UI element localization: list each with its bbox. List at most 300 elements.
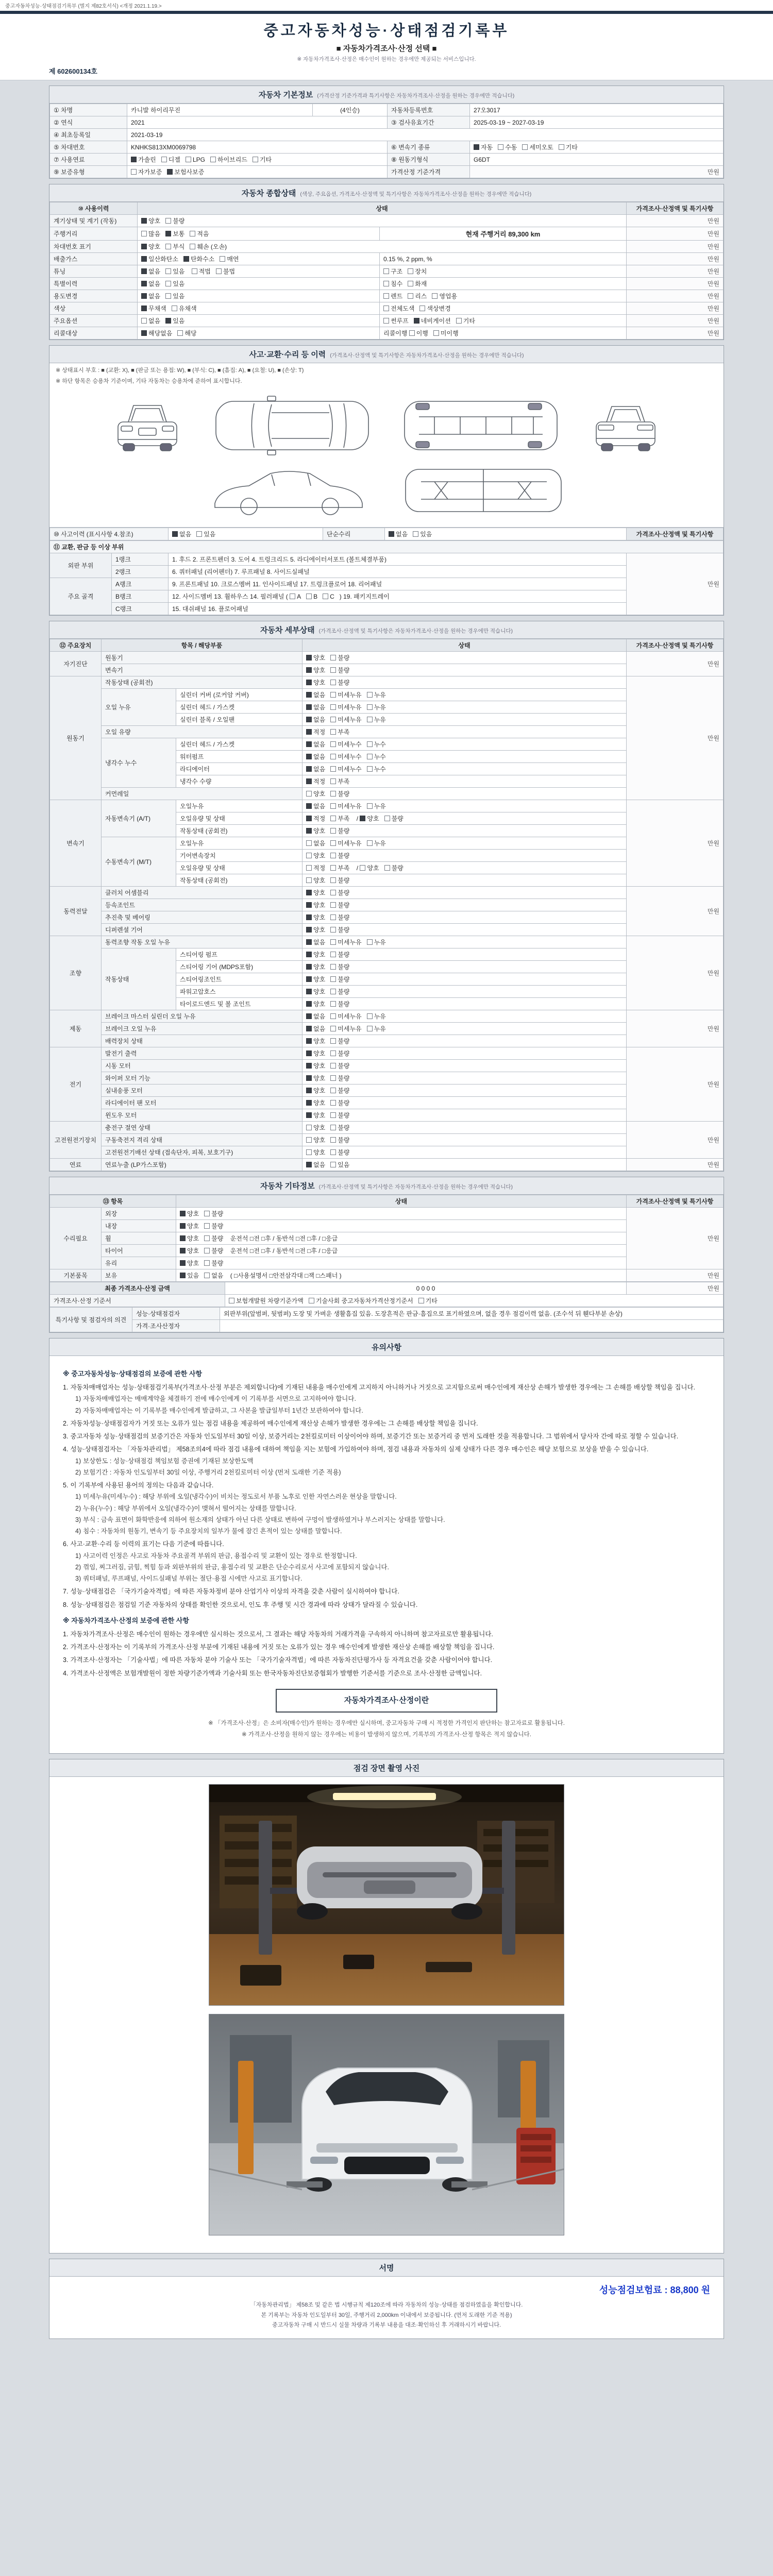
- checkbox-option[interactable]: [330, 913, 349, 922]
- checkbox-option[interactable]: [383, 304, 414, 313]
- checkbox[interactable]: [306, 704, 312, 710]
- checkbox-option[interactable]: [330, 802, 361, 810]
- checkbox[interactable]: [306, 914, 312, 920]
- checkbox[interactable]: [306, 803, 312, 809]
- checkbox-option[interactable]: [306, 1136, 325, 1144]
- checkbox[interactable]: [330, 1013, 336, 1019]
- checkbox-option[interactable]: [330, 888, 349, 897]
- checkbox[interactable]: [330, 766, 336, 772]
- checkbox-option[interactable]: [306, 975, 325, 984]
- checkbox[interactable]: [253, 157, 258, 162]
- checkbox[interactable]: [210, 157, 216, 162]
- checkbox-option[interactable]: [165, 242, 184, 251]
- checkbox[interactable]: [330, 865, 336, 871]
- checkbox-option[interactable]: [210, 155, 247, 164]
- checkbox-option[interactable]: [384, 814, 404, 823]
- checkbox-option[interactable]: [306, 777, 325, 786]
- checkbox[interactable]: [216, 268, 222, 274]
- checkbox-option[interactable]: [330, 666, 349, 674]
- checkbox-option[interactable]: [306, 1024, 325, 1033]
- checkbox[interactable]: [367, 939, 373, 945]
- checkbox[interactable]: [141, 244, 147, 249]
- checkbox-option[interactable]: [165, 267, 184, 276]
- checkbox-option[interactable]: [330, 925, 349, 934]
- checkbox[interactable]: [330, 1038, 336, 1044]
- checkbox-option[interactable]: [306, 1148, 325, 1157]
- checkbox-option[interactable]: [306, 1074, 325, 1082]
- checkbox[interactable]: [204, 1235, 210, 1241]
- checkbox-option[interactable]: [330, 826, 349, 835]
- checkbox-option[interactable]: [330, 690, 361, 699]
- checkbox[interactable]: [306, 840, 312, 846]
- checkbox[interactable]: [141, 281, 147, 286]
- checkbox[interactable]: [330, 1162, 336, 1167]
- checkbox-option[interactable]: [306, 678, 325, 687]
- checkbox-option[interactable]: [306, 690, 325, 699]
- checkbox-option[interactable]: [180, 1271, 199, 1280]
- checkbox-option[interactable]: [309, 1296, 413, 1305]
- checkbox-option[interactable]: [330, 1037, 349, 1045]
- checkbox[interactable]: [330, 1001, 336, 1007]
- checkbox-option[interactable]: [180, 1259, 199, 1267]
- checkbox-option[interactable]: [306, 727, 325, 736]
- checkbox-option[interactable]: [383, 279, 402, 288]
- checkbox-option[interactable]: [306, 814, 325, 823]
- checkbox[interactable]: [306, 729, 312, 735]
- checkbox[interactable]: [383, 281, 389, 286]
- checkbox-option[interactable]: [306, 1086, 325, 1095]
- checkbox[interactable]: [306, 680, 312, 685]
- checkbox[interactable]: [330, 1100, 336, 1106]
- checkbox-option[interactable]: [204, 1209, 223, 1218]
- checkbox[interactable]: [190, 244, 195, 249]
- checkbox[interactable]: [330, 803, 336, 809]
- checkbox-option[interactable]: [306, 826, 325, 835]
- checkbox-option[interactable]: [330, 1123, 349, 1132]
- checkbox-option[interactable]: [306, 715, 325, 724]
- checkbox-option[interactable]: [330, 987, 349, 996]
- checkbox[interactable]: [367, 704, 373, 710]
- checkbox[interactable]: [196, 531, 202, 537]
- checkbox-option[interactable]: [141, 316, 160, 325]
- checkbox-option[interactable]: [306, 901, 325, 909]
- checkbox-option[interactable]: [306, 1123, 325, 1132]
- checkbox-option[interactable]: [306, 938, 325, 946]
- checkbox-option[interactable]: [522, 143, 553, 151]
- checkbox[interactable]: [180, 1248, 186, 1253]
- checkbox[interactable]: [306, 1162, 312, 1167]
- checkbox[interactable]: [330, 890, 336, 895]
- checkbox-option[interactable]: [165, 216, 184, 225]
- checkbox[interactable]: [330, 717, 336, 722]
- checkbox-option[interactable]: [204, 1222, 223, 1230]
- checkbox-option[interactable]: [220, 255, 239, 263]
- checkbox[interactable]: [330, 778, 336, 784]
- checkbox[interactable]: [330, 791, 336, 796]
- checkbox-option[interactable]: [141, 304, 166, 313]
- checkbox-option[interactable]: [190, 242, 227, 251]
- checkbox-option[interactable]: [383, 316, 409, 325]
- checkbox-option[interactable]: [384, 863, 404, 872]
- checkbox[interactable]: [186, 157, 191, 162]
- checkbox-option[interactable]: [330, 1098, 349, 1107]
- checkbox-option[interactable]: [330, 839, 361, 848]
- checkbox[interactable]: [165, 293, 171, 299]
- checkbox-option[interactable]: [204, 1259, 223, 1267]
- checkbox[interactable]: [306, 778, 312, 784]
- checkbox-option[interactable]: [306, 653, 325, 662]
- checkbox[interactable]: [131, 169, 137, 175]
- checkbox[interactable]: [419, 306, 425, 311]
- checkbox-option[interactable]: [367, 938, 386, 946]
- checkbox-option[interactable]: [367, 740, 386, 749]
- checkbox[interactable]: [330, 667, 336, 673]
- checkbox[interactable]: [360, 816, 365, 821]
- checkbox-option[interactable]: [330, 1061, 349, 1070]
- checkbox-option[interactable]: [330, 1024, 361, 1033]
- checkbox-option[interactable]: [131, 167, 162, 176]
- checkbox-option[interactable]: [408, 292, 427, 300]
- checkbox[interactable]: [306, 1088, 312, 1093]
- checkbox[interactable]: [306, 741, 312, 747]
- checkbox[interactable]: [330, 877, 336, 883]
- checkbox[interactable]: [367, 803, 373, 809]
- checkbox[interactable]: [306, 1149, 312, 1155]
- checkbox[interactable]: [414, 318, 419, 324]
- checkbox[interactable]: [389, 531, 394, 537]
- checkbox[interactable]: [306, 976, 312, 982]
- checkbox-option[interactable]: [498, 143, 517, 151]
- checkbox-option[interactable]: [330, 950, 349, 959]
- checkbox[interactable]: [306, 1112, 312, 1118]
- checkbox-option[interactable]: [306, 740, 325, 749]
- checkbox[interactable]: [229, 1298, 234, 1303]
- checkbox-option[interactable]: [409, 329, 428, 337]
- checkbox[interactable]: [306, 1137, 312, 1143]
- checkbox[interactable]: [190, 231, 195, 236]
- checkbox-option[interactable]: [360, 863, 379, 872]
- checkbox-option[interactable]: [290, 593, 301, 600]
- checkbox[interactable]: [306, 865, 312, 871]
- checkbox[interactable]: [330, 816, 336, 821]
- checkbox-option[interactable]: [180, 1209, 199, 1218]
- checkbox[interactable]: [167, 169, 173, 175]
- checkbox-option[interactable]: [172, 530, 191, 538]
- checkbox[interactable]: [367, 692, 373, 698]
- checkbox-option[interactable]: [186, 156, 205, 163]
- checkbox-option[interactable]: [165, 229, 184, 238]
- checkbox[interactable]: [306, 791, 312, 796]
- checkbox[interactable]: [306, 655, 312, 660]
- checkbox-option[interactable]: [330, 653, 349, 662]
- checkbox-option[interactable]: [330, 1049, 349, 1058]
- checkbox-option[interactable]: [183, 255, 214, 263]
- checkbox-option[interactable]: [419, 304, 450, 313]
- checkbox-option[interactable]: [306, 593, 317, 600]
- checkbox-option[interactable]: [456, 316, 475, 325]
- checkbox[interactable]: [330, 729, 336, 735]
- checkbox[interactable]: [204, 1248, 210, 1253]
- checkbox[interactable]: [330, 1075, 336, 1081]
- checkbox[interactable]: [165, 281, 171, 286]
- checkbox[interactable]: [306, 1038, 312, 1044]
- checkbox-option[interactable]: [367, 1024, 386, 1033]
- checkbox[interactable]: [433, 330, 439, 336]
- checkbox[interactable]: [330, 1063, 336, 1069]
- checkbox[interactable]: [330, 1050, 336, 1056]
- checkbox-option[interactable]: [131, 155, 156, 164]
- checkbox-option[interactable]: [306, 987, 325, 996]
- checkbox-option[interactable]: [408, 267, 427, 276]
- checkbox-option[interactable]: [330, 876, 349, 885]
- checkbox-option[interactable]: [306, 863, 325, 872]
- checkbox-option[interactable]: [141, 267, 160, 276]
- checkbox-option[interactable]: [330, 777, 349, 786]
- checkbox-option[interactable]: [306, 950, 325, 959]
- checkbox-option[interactable]: [330, 678, 349, 687]
- checkbox[interactable]: [306, 1125, 312, 1130]
- checkbox[interactable]: [141, 268, 147, 274]
- checkbox[interactable]: [432, 293, 438, 299]
- checkbox[interactable]: [330, 1125, 336, 1130]
- checkbox[interactable]: [306, 1001, 312, 1007]
- checkbox-option[interactable]: [330, 1074, 349, 1082]
- checkbox[interactable]: [306, 952, 312, 957]
- checkbox-option[interactable]: [330, 863, 349, 872]
- checkbox[interactable]: [306, 667, 312, 673]
- checkbox[interactable]: [204, 1223, 210, 1229]
- checkbox[interactable]: [180, 1235, 186, 1241]
- checkbox-option[interactable]: [306, 1061, 325, 1070]
- checkbox-option[interactable]: [180, 1222, 199, 1230]
- checkbox[interactable]: [306, 754, 312, 759]
- checkbox-option[interactable]: [383, 292, 402, 300]
- checkbox-option[interactable]: [330, 901, 349, 909]
- checkbox[interactable]: [330, 1026, 336, 1031]
- checkbox[interactable]: [183, 256, 189, 262]
- checkbox-option[interactable]: [306, 888, 325, 897]
- checkbox-option[interactable]: [190, 229, 209, 238]
- checkbox-option[interactable]: [474, 143, 493, 151]
- checkbox-option[interactable]: [330, 789, 349, 798]
- checkbox-option[interactable]: [367, 703, 386, 711]
- checkbox-option[interactable]: [330, 962, 349, 971]
- checkbox[interactable]: [367, 741, 373, 747]
- checkbox[interactable]: [165, 318, 171, 324]
- checkbox[interactable]: [306, 890, 312, 895]
- checkbox-option[interactable]: [306, 1111, 325, 1120]
- checkbox[interactable]: [408, 281, 413, 286]
- checkbox[interactable]: [367, 840, 373, 846]
- checkbox[interactable]: [306, 1050, 312, 1056]
- checkbox-option[interactable]: [559, 143, 578, 151]
- checkbox[interactable]: [330, 976, 336, 982]
- checkbox-option[interactable]: [330, 715, 361, 724]
- checkbox[interactable]: [306, 1013, 312, 1019]
- checkbox-option[interactable]: [141, 279, 160, 288]
- checkbox[interactable]: [141, 318, 147, 324]
- checkbox[interactable]: [384, 865, 390, 871]
- checkbox[interactable]: [330, 840, 336, 846]
- checkbox-option[interactable]: [161, 155, 180, 164]
- checkbox-option[interactable]: [306, 876, 325, 885]
- checkbox-option[interactable]: [367, 752, 386, 761]
- checkbox-option[interactable]: [330, 1086, 349, 1095]
- checkbox[interactable]: [330, 952, 336, 957]
- checkbox-option[interactable]: [229, 1296, 304, 1305]
- checkbox[interactable]: [383, 268, 389, 274]
- checkbox[interactable]: [192, 268, 197, 274]
- checkbox[interactable]: [141, 330, 147, 336]
- checkbox-option[interactable]: [408, 279, 427, 288]
- checkbox[interactable]: [141, 218, 147, 224]
- checkbox[interactable]: [330, 655, 336, 660]
- checkbox[interactable]: [330, 964, 336, 970]
- checkbox[interactable]: [306, 1026, 312, 1031]
- checkbox-option[interactable]: [306, 802, 325, 810]
- checkbox-option[interactable]: [367, 715, 386, 724]
- checkbox-option[interactable]: [306, 666, 325, 674]
- checkbox-option[interactable]: [306, 1037, 325, 1045]
- checkbox-option[interactable]: [330, 1160, 349, 1169]
- checkbox-option[interactable]: [141, 216, 160, 225]
- checkbox[interactable]: [177, 330, 183, 336]
- checkbox[interactable]: [330, 927, 336, 933]
- checkbox-option[interactable]: [253, 155, 272, 164]
- checkbox[interactable]: [330, 939, 336, 945]
- checkbox[interactable]: [474, 144, 479, 150]
- checkbox-option[interactable]: [204, 1246, 223, 1255]
- checkbox[interactable]: [131, 157, 137, 162]
- checkbox-option[interactable]: [167, 167, 204, 176]
- checkbox-option[interactable]: [389, 530, 408, 538]
- checkbox[interactable]: [180, 1273, 186, 1278]
- checkbox-option[interactable]: [367, 765, 386, 773]
- checkbox-option[interactable]: [204, 1234, 223, 1243]
- checkbox-option[interactable]: [306, 925, 325, 934]
- checkbox[interactable]: [165, 268, 171, 274]
- checkbox[interactable]: [306, 594, 312, 599]
- checkbox[interactable]: [498, 144, 503, 150]
- checkbox[interactable]: [330, 1137, 336, 1143]
- checkbox-option[interactable]: [141, 255, 178, 263]
- checkbox[interactable]: [383, 318, 389, 324]
- checkbox[interactable]: [290, 594, 295, 599]
- checkbox-option[interactable]: [141, 242, 160, 251]
- checkbox[interactable]: [323, 594, 328, 599]
- checkbox[interactable]: [220, 256, 225, 262]
- checkbox[interactable]: [141, 231, 147, 236]
- checkbox-option[interactable]: [330, 727, 349, 736]
- checkbox-option[interactable]: [418, 1296, 438, 1305]
- checkbox-option[interactable]: [141, 292, 160, 300]
- checkbox[interactable]: [141, 306, 147, 311]
- checkbox[interactable]: [384, 816, 390, 821]
- checkbox[interactable]: [330, 828, 336, 834]
- checkbox-option[interactable]: [306, 913, 325, 922]
- checkbox[interactable]: [306, 853, 312, 858]
- checkbox[interactable]: [161, 157, 167, 162]
- checkbox-option[interactable]: [367, 1012, 386, 1021]
- checkbox-option[interactable]: [330, 752, 361, 761]
- checkbox[interactable]: [165, 218, 171, 224]
- checkbox-option[interactable]: [330, 975, 349, 984]
- checkbox-option[interactable]: [204, 1271, 223, 1280]
- checkbox[interactable]: [330, 754, 336, 759]
- checkbox[interactable]: [306, 1063, 312, 1069]
- checkbox-option[interactable]: [306, 1049, 325, 1058]
- checkbox[interactable]: [330, 741, 336, 747]
- checkbox[interactable]: [204, 1273, 210, 1278]
- checkbox-option[interactable]: [172, 304, 197, 313]
- checkbox-option[interactable]: [330, 1111, 349, 1120]
- checkbox-option[interactable]: [141, 329, 172, 337]
- checkbox-option[interactable]: [330, 938, 361, 946]
- checkbox[interactable]: [306, 939, 312, 945]
- checkbox[interactable]: [180, 1223, 186, 1229]
- checkbox[interactable]: [204, 1260, 210, 1266]
- checkbox[interactable]: [330, 1149, 336, 1155]
- checkbox[interactable]: [306, 902, 312, 908]
- checkbox-option[interactable]: [330, 1012, 361, 1021]
- checkbox-option[interactable]: [330, 765, 361, 773]
- checkbox[interactable]: [408, 268, 413, 274]
- checkbox[interactable]: [330, 692, 336, 698]
- checkbox[interactable]: [180, 1211, 186, 1216]
- checkbox-option[interactable]: [180, 1246, 199, 1255]
- checkbox-option[interactable]: [367, 839, 386, 848]
- checkbox[interactable]: [309, 1298, 314, 1303]
- checkbox-option[interactable]: [367, 802, 386, 810]
- checkbox[interactable]: [306, 877, 312, 883]
- checkbox[interactable]: [306, 828, 312, 834]
- checkbox-option[interactable]: [330, 999, 349, 1008]
- checkbox[interactable]: [409, 330, 415, 336]
- checkbox[interactable]: [330, 853, 336, 858]
- checkbox-option[interactable]: [432, 292, 457, 300]
- checkbox[interactable]: [306, 989, 312, 994]
- checkbox-option[interactable]: [330, 851, 349, 860]
- checkbox[interactable]: [456, 318, 462, 324]
- checkbox-option[interactable]: [306, 851, 325, 860]
- checkbox[interactable]: [413, 531, 418, 537]
- checkbox-option[interactable]: [330, 1148, 349, 1157]
- checkbox-option[interactable]: [330, 814, 349, 823]
- checkbox-option[interactable]: [306, 752, 325, 761]
- checkbox-option[interactable]: [306, 999, 325, 1008]
- checkbox[interactable]: [306, 1100, 312, 1106]
- checkbox-option[interactable]: [433, 329, 459, 337]
- checkbox-option[interactable]: [413, 530, 432, 538]
- checkbox[interactable]: [306, 816, 312, 821]
- checkbox[interactable]: [367, 717, 373, 722]
- checkbox[interactable]: [360, 865, 365, 871]
- checkbox-option[interactable]: [306, 703, 325, 711]
- checkbox[interactable]: [522, 144, 528, 150]
- checkbox[interactable]: [330, 989, 336, 994]
- checkbox[interactable]: [306, 927, 312, 933]
- checkbox-option[interactable]: [306, 765, 325, 773]
- checkbox-option[interactable]: [141, 229, 160, 238]
- checkbox[interactable]: [306, 1075, 312, 1081]
- checkbox[interactable]: [306, 717, 312, 722]
- checkbox[interactable]: [559, 144, 564, 150]
- checkbox[interactable]: [141, 256, 147, 262]
- checkbox-option[interactable]: [360, 814, 379, 823]
- checkbox[interactable]: [330, 680, 336, 685]
- checkbox-option[interactable]: [196, 530, 215, 538]
- checkbox-option[interactable]: [306, 962, 325, 971]
